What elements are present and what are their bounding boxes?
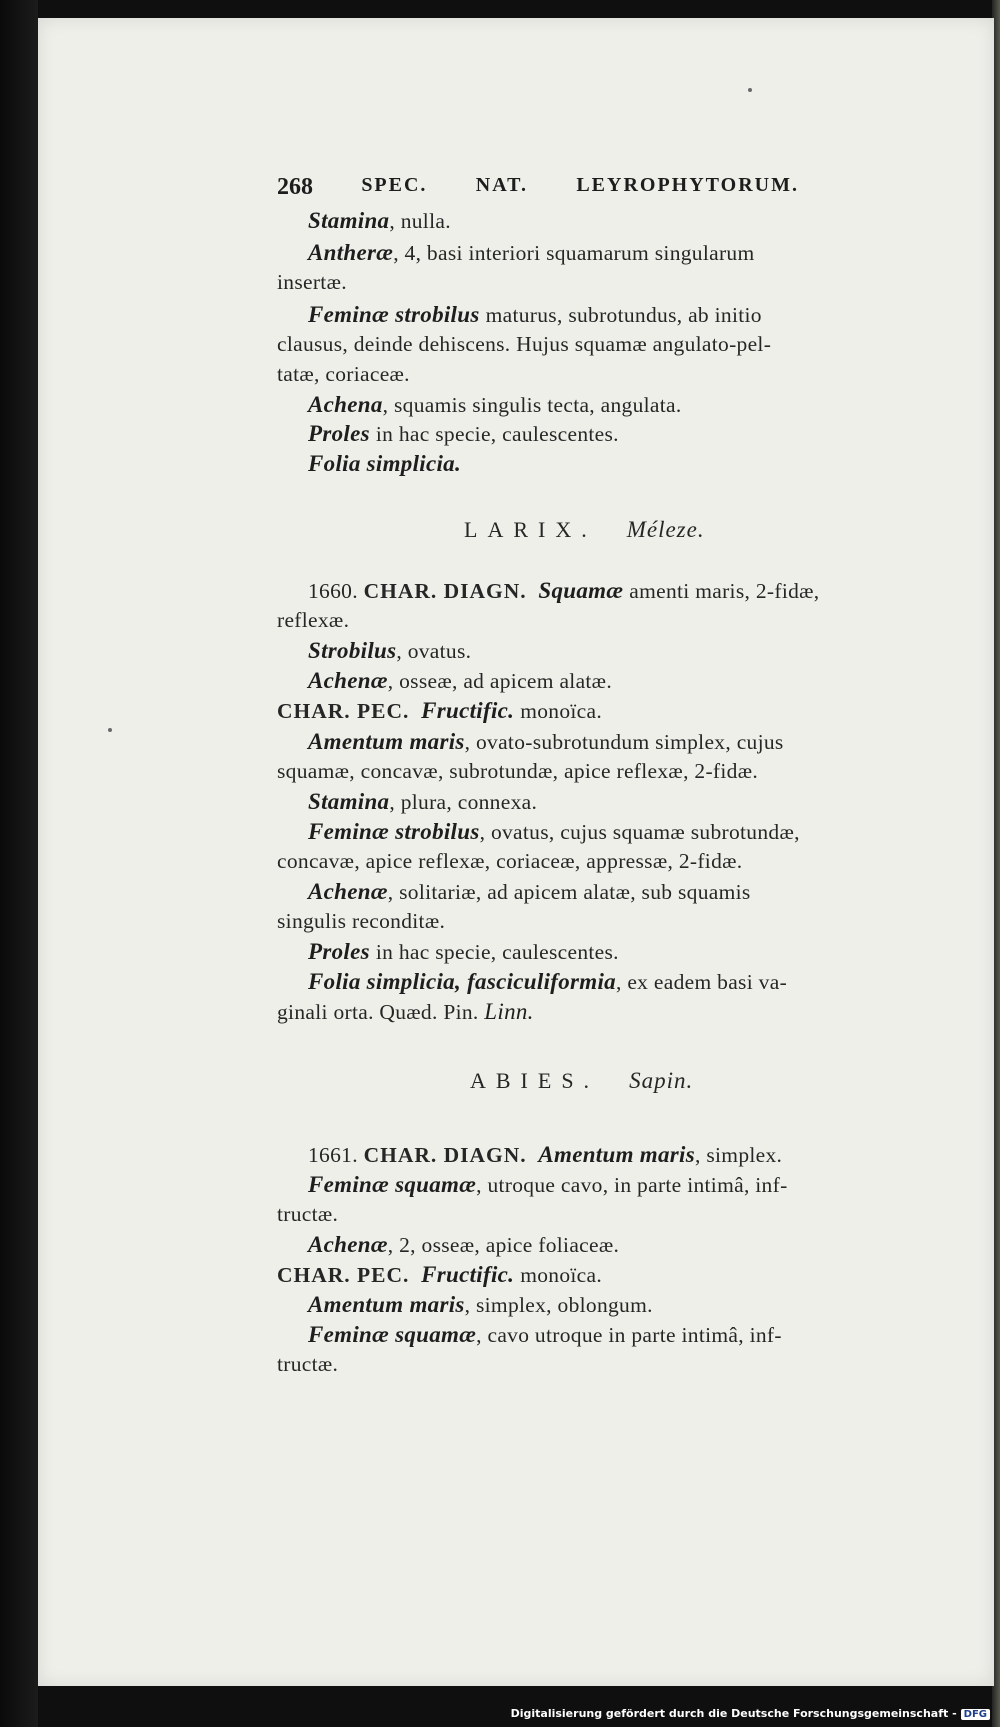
term-label: Folia simplicia, fasciculiformia (308, 969, 616, 994)
text-line (308, 1292, 653, 1318)
text-line: tatæ, coriaceæ. (277, 362, 410, 386)
term-text: monoïca. (520, 1263, 603, 1287)
genus-common-name: Méleze. (626, 517, 705, 542)
text-line (277, 999, 534, 1025)
char-diagn: CHAR. DIAGN. (363, 1143, 527, 1167)
term-text: ginali orta. Quæd. Pin. (277, 1000, 479, 1024)
term-label: Achenæ (308, 1232, 388, 1257)
text-line (308, 1172, 788, 1198)
term-text: , 2, osseæ, apice foliaceæ. (387, 1233, 620, 1257)
genus-heading-abies (470, 1068, 693, 1094)
genus-common-name: Sapin. (629, 1068, 694, 1093)
term-text: , ovatus, cujus squamæ subrotundæ, (479, 820, 800, 844)
text-line (308, 668, 612, 694)
term-label: Proles (308, 421, 370, 446)
page-speck (108, 728, 112, 732)
text-line (308, 969, 787, 995)
header-title-2: NAT. (475, 174, 529, 196)
term-label: Achena (308, 392, 383, 417)
term-text: , plura, connexa. (389, 790, 538, 814)
term-text: , 4, basi interiori squamarum singularum (393, 241, 755, 265)
text-line: insertæ. (277, 270, 347, 294)
term-text: , utroque cavo, in parte intimâ, inf- (476, 1173, 788, 1197)
text-line (308, 1142, 782, 1168)
text-line: tructæ. (277, 1352, 339, 1376)
text-line: clausus, deinde dehiscens. Hujus squamæ angulato-pel- (277, 332, 772, 356)
text-line (308, 240, 755, 266)
term-text: in hac specie, caulescentes. (375, 422, 619, 446)
text-line: tructæ. (277, 1202, 339, 1226)
term-label: Achenæ (308, 879, 388, 904)
term-label: Folia simplicia. (308, 451, 462, 476)
term-label: Feminæ squamæ (308, 1172, 477, 1197)
term-text: in hac specie, caulescentes. (375, 940, 619, 964)
term-label: Feminæ strobilus (308, 819, 480, 844)
text-line (277, 698, 602, 724)
text-line: singulis reconditæ. (277, 909, 446, 933)
term-label: Stamina (308, 789, 390, 814)
text-line (308, 789, 537, 815)
term-label: Feminæ strobilus (308, 302, 480, 327)
text-line (308, 729, 784, 755)
text-line (308, 392, 682, 418)
term-text: amenti maris, 2-fidæ, (629, 579, 820, 603)
header-title-1: SPEC. (361, 174, 428, 196)
genus-heading-larix (464, 517, 705, 543)
text-line (308, 302, 762, 328)
digitization-footer (511, 1707, 990, 1720)
term-text: , ex eadem basi va- (615, 970, 788, 994)
term-text: , squamis singulis tecta, angulata. (382, 393, 682, 417)
text-line (308, 819, 800, 845)
running-header (277, 174, 799, 201)
term-text: , osseæ, ad apicem alatæ. (387, 669, 612, 693)
dfg-logo: DFG (961, 1709, 990, 1720)
term-label: Proles (308, 939, 370, 964)
text-line (308, 208, 451, 234)
genus-name: LARIX. (464, 517, 597, 542)
text-line (308, 578, 819, 604)
term-label: Fructific. (421, 698, 515, 723)
text-line (277, 1262, 602, 1288)
book-gutter-left (0, 0, 38, 1727)
text-line: reflexæ. (277, 608, 350, 632)
footer-text: Digitalisierung gefördert durch die Deutsche Forschungsgemeinschaft - (510, 1707, 957, 1720)
term-label: Amentum maris (538, 1142, 695, 1167)
text-line (308, 1232, 619, 1258)
text-line (308, 939, 619, 965)
term-text: monoïca. (520, 699, 603, 723)
term-text: , solitariæ, ad apicem alatæ, sub squamis (387, 880, 751, 904)
term-label: Squamæ (538, 578, 624, 603)
header-title-3: LEYROPHYTORUM. (576, 174, 799, 196)
term-text: , nulla. (389, 209, 451, 233)
char-pec: CHAR. PEC. (277, 699, 410, 723)
term-text: , ovato-subrotundum simplex, cujus (464, 730, 784, 754)
text-line (308, 421, 619, 447)
text-line (308, 638, 471, 664)
term-label: Fructific. (421, 1262, 515, 1287)
text-line (308, 879, 751, 905)
text-line (308, 451, 461, 477)
term-label: Feminæ squamæ (308, 1322, 477, 1347)
term-label: Amentum maris (308, 729, 465, 754)
author-name: Linn. (484, 999, 534, 1024)
term-text: , cavo utroque in parte intimâ, inf- (476, 1323, 782, 1347)
term-label: Antheræ (308, 240, 394, 265)
term-label: Amentum maris (308, 1292, 465, 1317)
text-line: concavæ, apice reflexæ, coriaceæ, appressæ, 2-fidæ. (277, 849, 743, 873)
term-text: , simplex. (695, 1143, 783, 1167)
term-label: Achenæ (308, 668, 388, 693)
entry-number: 1661. (308, 1143, 358, 1167)
text-line: squamæ, concavæ, subrotundæ, apice reflexæ, 2-fidæ. (277, 759, 759, 783)
text-line (308, 1322, 782, 1348)
char-pec: CHAR. PEC. (277, 1263, 410, 1287)
term-text: , ovatus. (396, 639, 472, 663)
genus-name: ABIES. (470, 1068, 600, 1093)
entry-number: 1660. (308, 579, 358, 603)
term-label: Strobilus (308, 638, 397, 663)
char-diagn: CHAR. DIAGN. (363, 579, 527, 603)
page-number: 268 (277, 174, 313, 200)
term-label: Stamina (308, 208, 390, 233)
term-text: maturus, subrotundus, ab initio (485, 303, 762, 327)
page-speck (748, 88, 752, 92)
term-text: , simplex, oblongum. (464, 1293, 653, 1317)
